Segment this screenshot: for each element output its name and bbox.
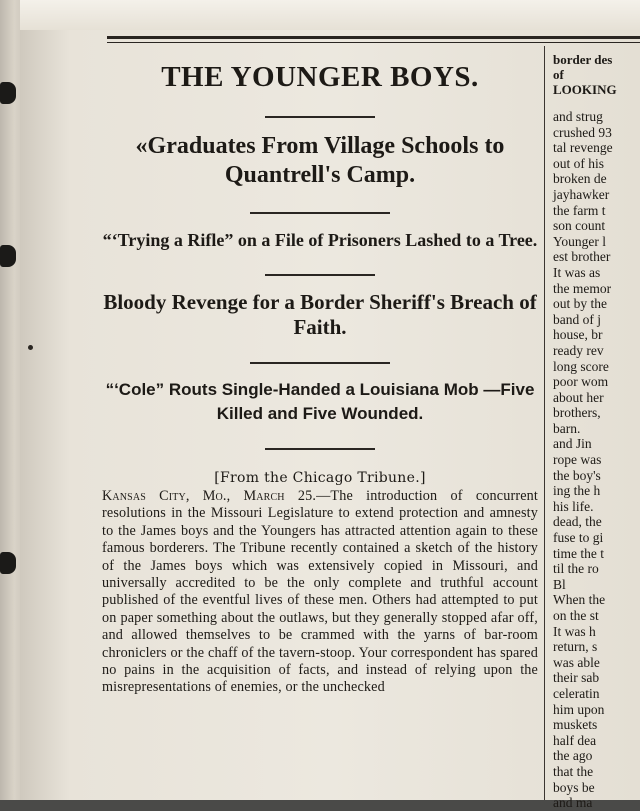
adjacent-line: fuse to gi	[553, 530, 604, 546]
deck-4: “‘Cole” Routs Single-Handed a Louisiana Mob —Five Killed and Five Wounded.	[105, 380, 535, 423]
binding-stitch	[0, 245, 16, 267]
adjacent-line: brothers,	[553, 405, 601, 421]
adjacent-line: house, br	[553, 327, 603, 343]
deck-3: Bloody Revenge for a Border Sheriff's Breach of Faith.	[103, 290, 537, 339]
adjacent-line: poor wom	[553, 374, 609, 390]
adjacent-line: ready rev	[553, 342, 604, 358]
adjacent-line: When the	[553, 592, 606, 608]
adjacent-line: his life.	[553, 498, 594, 514]
adjacent-line: long score	[553, 358, 609, 374]
adjacent-line: and Jin	[553, 436, 592, 452]
adjacent-line: the farm t	[553, 202, 606, 218]
adjacent-line: crushed 93	[553, 124, 612, 140]
adjacent-line: out of his	[553, 155, 605, 171]
dateline: Kansas City, Mo., March 25.	[102, 488, 317, 504]
adjacent-line: son count	[553, 218, 606, 234]
ink-dot	[28, 345, 33, 350]
source-credit: [From the Chicago Tribune.]	[214, 470, 426, 486]
adjacent-line: the boy's	[553, 467, 601, 483]
column-divider	[544, 46, 545, 800]
adjacent-line: dead, the	[553, 514, 602, 530]
adjacent-line: return, s	[553, 639, 598, 655]
adjacent-line: muskets	[553, 717, 598, 733]
adjacent-line: time the t	[553, 545, 604, 561]
adjacent-line: est brother	[553, 249, 611, 265]
adjacent-header-line: border des	[553, 52, 613, 67]
adjacent-line: broken de	[553, 171, 607, 187]
separator-rule	[250, 212, 390, 214]
separator-rule	[250, 362, 390, 364]
adjacent-line: out by the	[553, 296, 607, 312]
adjacent-line: that the	[553, 763, 594, 779]
adjacent-line: ing the h	[553, 483, 601, 499]
separator-rule	[265, 274, 375, 276]
adjacent-line: til the ro	[553, 561, 599, 577]
adjacent-line: rope was	[553, 452, 602, 468]
adjacent-line: boys be	[553, 779, 595, 795]
adjacent-line: jayhawker	[553, 186, 610, 202]
adjacent-line: him upon	[553, 701, 605, 717]
deck-2: “‘Trying a Rifle” on a File of Prisoners Lashed to a Tree.	[102, 230, 538, 250]
adjacent-line: the memor	[553, 280, 612, 296]
adjacent-line: It was h	[553, 623, 596, 639]
headline: THE YOUNGER BOYS.	[161, 61, 479, 93]
article-column	[100, 52, 540, 800]
adjacent-line: band of j	[553, 311, 601, 327]
column-top-rule	[107, 36, 640, 39]
adjacent-line: on the st	[553, 608, 599, 623]
article-body-text: —The introduction of concurrent resolutions in the Missouri Legislature to extend protection and amnesty to the James boys and the Youngers has attracted attention again to these famous borderers. The Tribune recently contained a sketch of the history of the James boys which was extensively copied in Missouri, and universally accredited to be the only complete and truthful account published of the eventful lives of these men. Others had attempted to put on paper something about the outlaws, but they generally stopped afar off, and allowed themselves to be crammed with the yarns of bar-room chroniclers or the chaff of the tavern-stoop. Your correspondent has spared no pains in the acquisition of facts, and instead of relying upon the misrepresentations of enemies, or the unchecked	[102, 488, 538, 696]
page-top-edge	[20, 0, 640, 30]
separator-rule	[265, 116, 375, 118]
adjacent-header-line: LOOKING	[553, 82, 617, 97]
adjacent-line: half dea	[553, 732, 597, 748]
adjacent-column	[553, 52, 640, 811]
binding-stitch	[0, 552, 16, 574]
article-body	[100, 488, 540, 697]
adjacent-header-line: of	[553, 67, 564, 82]
adjacent-line: tal revenge	[553, 140, 613, 156]
column-top-rule-thin	[107, 42, 640, 43]
binding-stitch	[0, 82, 16, 104]
adjacent-line: Bl	[553, 576, 566, 592]
adjacent-line: and strug	[553, 109, 603, 124]
adjacent-body	[553, 109, 640, 811]
adjacent-line: It was as	[553, 264, 601, 280]
adjacent-line: celeratin	[553, 685, 600, 701]
separator-rule	[265, 448, 375, 450]
adjacent-line: and ma	[553, 795, 593, 811]
deck-1: «Graduates From Village Schools to Quantrell's Camp.	[135, 133, 505, 188]
adjacent-line: Younger l	[553, 233, 607, 249]
adjacent-line: about her	[553, 389, 604, 405]
adjacent-line: barn.	[553, 420, 581, 436]
adjacent-line: was able	[553, 654, 600, 670]
adjacent-line: the ago	[553, 748, 593, 764]
adjacent-line: their sab	[553, 670, 600, 686]
